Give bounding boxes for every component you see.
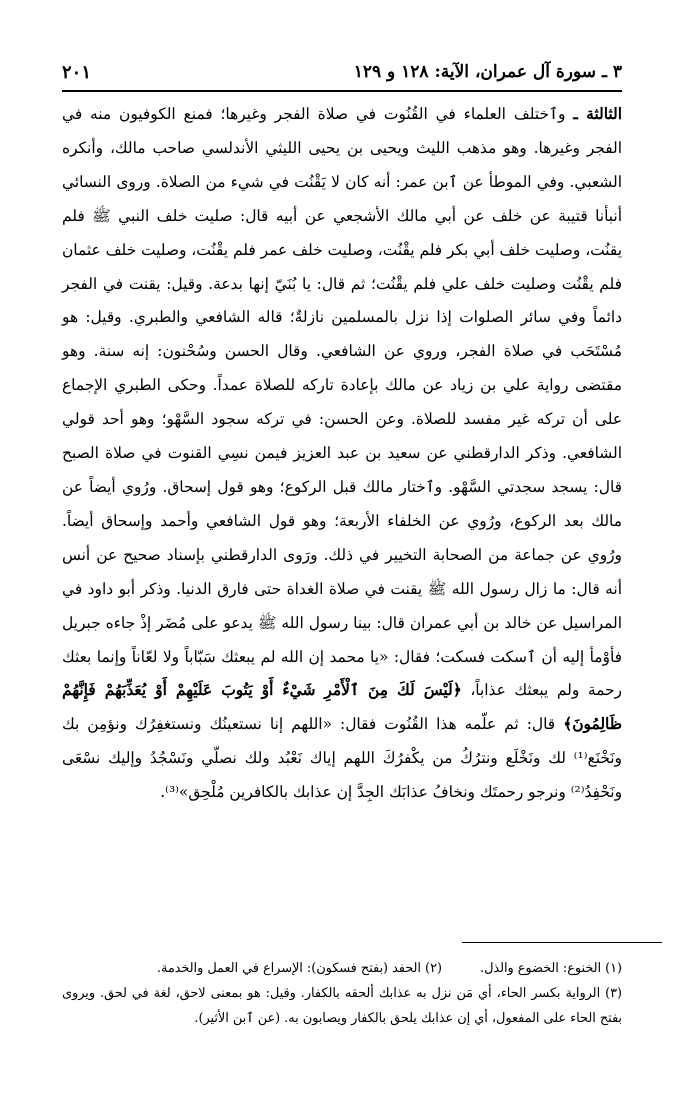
running-head: ٣ ـ سورة آل عمران، الآية: ١٢٨ و ١٢٩ bbox=[353, 62, 622, 82]
header-rule bbox=[62, 90, 622, 92]
paragraph-text-continued: قال: ثم علّمه هذا القُنُوت فقال: «اللهم إنا نستعينُك ونستغفِرُك ونؤمِن بك ونَخْنَع⁽¹⁾ لك ونَخْلَع ونترُكُ من يكْفرُكَ اللهم إياك نَعْبُد ولك نصلّي ونَسْجُدُ وإليك نسْعَى ونَحْفِدُ⁽²⁾ ونرجو رحمتَك ونخافُ عذابَك الجِدَّ إن عذابك بالكافرين مُلْحِق»⁽³⁾. bbox=[62, 715, 622, 802]
footnote-2: (٢) الحفد (بفتح فسكون): الإسراع في العمل والخدمة. bbox=[156, 961, 442, 976]
page-header bbox=[62, 58, 622, 92]
section-lead: الثالثة ـ bbox=[573, 105, 622, 123]
footnote-rule bbox=[462, 942, 662, 943]
main-text bbox=[62, 98, 622, 886]
footnote-pair bbox=[62, 956, 622, 981]
quran-verse: ﴿لَيْسَ لَكَ مِنَ ٱلْأَمْرِ شَيْءٌ أَوْ يَتُوبَ عَلَيْهِمْ أَوْ يُعَذِّبَهُمْ فَإِنَّهُمْ ظَالِمُونَ﴾ bbox=[62, 681, 622, 734]
footnotes bbox=[62, 956, 622, 1031]
footnote-3: (٣) الرواية بكسر الحاء، أي مَن نزل به عذابك ألحقه بالكفار. وقيل: هو بمعنى لاحق، لغة في لحق. ويروى بفتح الحاء على المفعول، أي إن عذابك يلحق بالكفار ويصابون به. (عن ٱبن الأثير). bbox=[62, 986, 622, 1026]
page-number: ٢٠١ bbox=[62, 62, 92, 83]
footnote-1: (١) الخنوع: الخضوع والذل. bbox=[480, 961, 622, 976]
paragraph-text: وٱختلف العلماء في القُنُوت في صلاة الفجر وغيرها؛ فمنع الكوفيون منه في الفجر وغيرها. وهو مذهب الليث ويحيى بن يحيى الليثي الأندلسي صاحب مالك، وأنكره الشعبي. وفي الموطأ عن ٱبن عمر: أنه كان لا يَقْنُت في شيء من الصلاة. وروى النسائي أنبأنا قتيبة عن خلف عن أبي مالك الأشجعي عن أبيه قال: صليت خلف النبي ﷺ فلم يقنُت، وصليت خلف أبي بكر فلم يقْنُت، وصليت خلف عمر فلم يقْنُت، وصليت خلف عثمان فلم يقْنُت وصليت خلف علي فلم يقْنُت؛ ثم قال: يا بُنَيّ إنها بدعة. وقيل: يقنت في الفجر دائماً وفي سائر الصلوات إذا نزل بالمسلمين نازلةٌ؛ قاله الشافعي والطبري. وقيل: هو مُسْتَحَب في صلاة الفجر، وروي عن الشافعي. وقال الحسن وسُحْنون: إنه سنة. وهو مقتضى رواية علي بن زياد عن مالك بإعادة تاركه للصلاة عمداً. وحكى الطبري الإجماع على أن تركه غير مفسد للصلاة. وعن الحسن: في تركه سجود السَّهْو؛ وهو أحد قولي الشافعي. وذكر الدارقطني عن سعيد بن عبد العزيز فيمن نسِي القنوت في صلاة الصبح قال: يسجد سجدتي السَّهْو. وٱختار مالك قبل الركوع؛ وهو قول إسحاق. ورُوي أيضاً عن مالك بعد الركوع، ورُوي عن الخلفاء الأربعة؛ وهو قول الشافعي وأحمد وإسحاق أيضاً. ورُوي عن جماعة من الصحابة التخيير في ذلك. ورَوى الدارقطني بإسناد صحيح عن أنس أنه قال: ما زال رسول الله ﷺ يقنت في صلاة الغداة حتى فارق الدنيا. وذكر أبو داود في المراسيل عن خالد بن أبي عمران قال: بينا رسول الله ﷺ يدعو على مُضَر إذْ جاءه جبريل فأوْمأ إليه أن ٱسكت فسكت؛ فقال: «يا محمد إن الله لم يبعثك سَبّاباً ولا لعّاناً وإنما بعثك رحمة ولم يبعثك عذاباً، bbox=[62, 105, 622, 700]
